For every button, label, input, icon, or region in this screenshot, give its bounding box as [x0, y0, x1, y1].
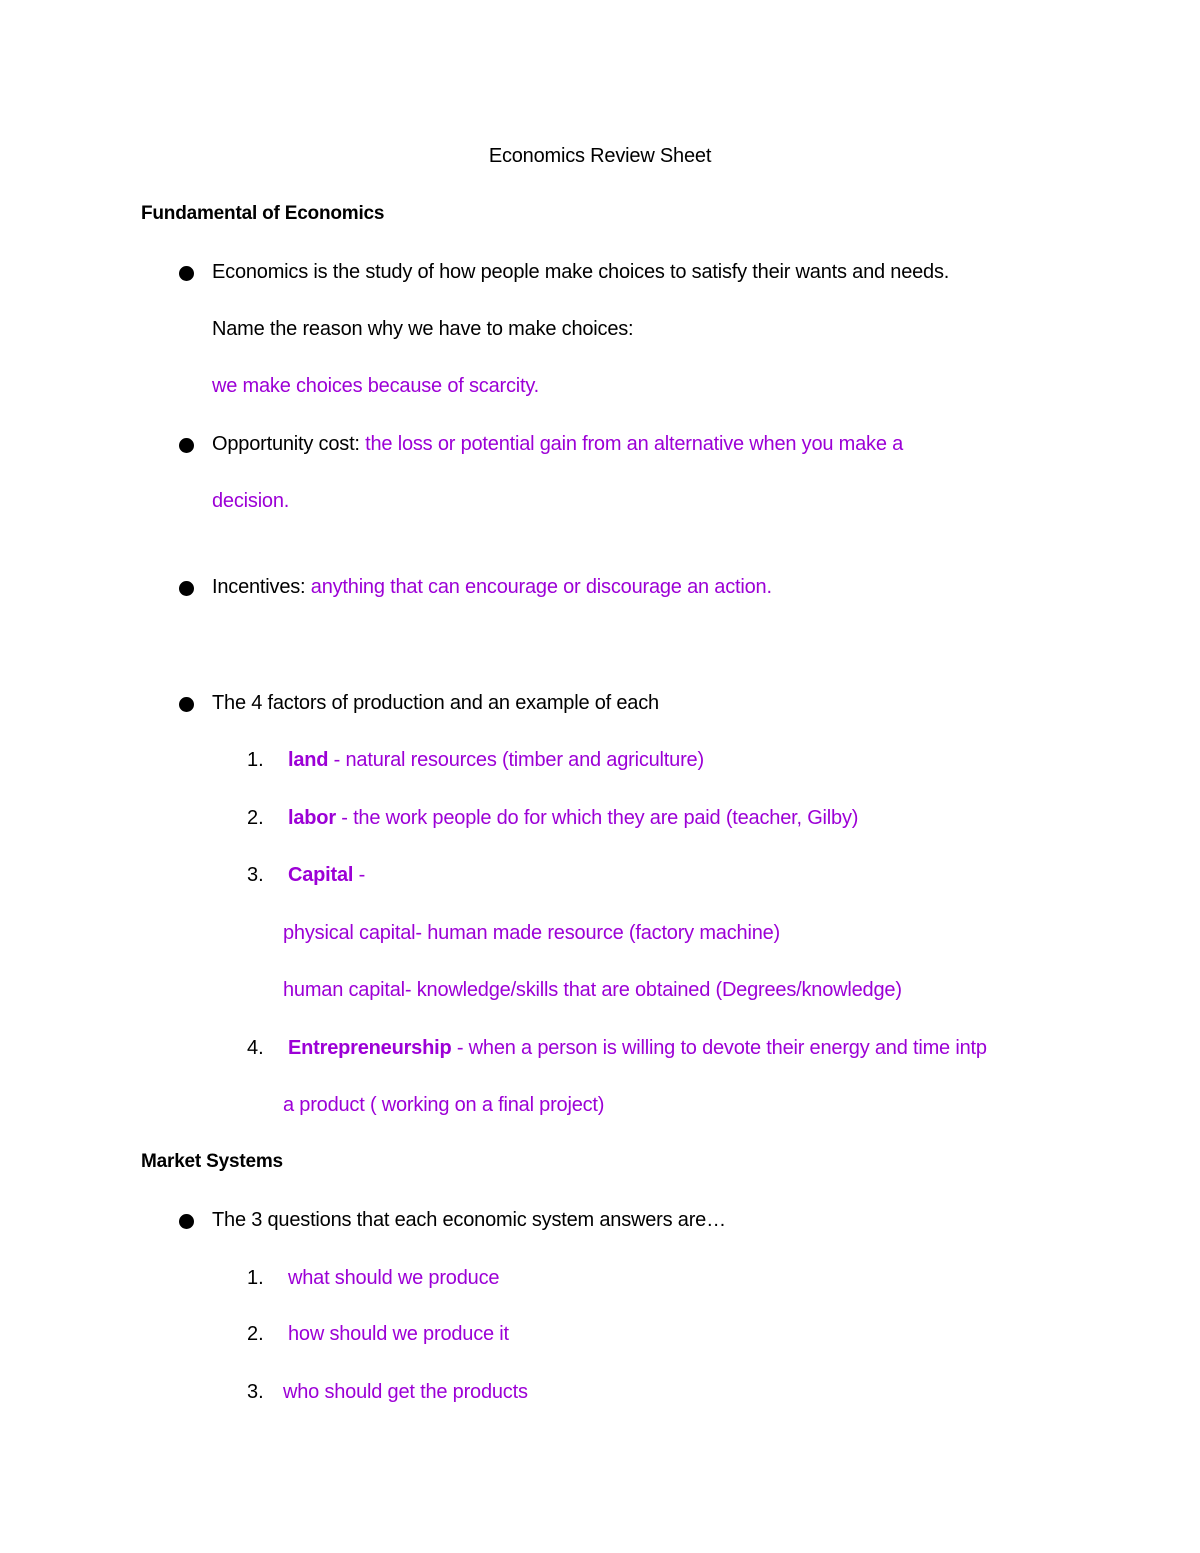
capital-human: human capital- knowledge/skills that are obtained (Degrees/knowledge) [283, 979, 902, 1001]
answer-scarcity: we make choices because of scarcity. [212, 375, 540, 397]
list-number: 1. [247, 1267, 264, 1289]
list-number: 3. [247, 1381, 264, 1403]
section-heading-fundamentals: Fundamental of Economics [141, 203, 385, 224]
list-number: 2. [247, 807, 264, 829]
bullet-dot [179, 697, 194, 712]
factor-desc: - when a person is willing to devote their energy and time intp [451, 1037, 987, 1059]
factor-desc: - natural resources (timber and agriculture) [328, 749, 704, 771]
factor-term: labor [288, 807, 336, 829]
bullet-economics-definition: Economics is the study of how people make choices to satisfy their wants and needs. [212, 261, 950, 283]
question-who: who should get the products [283, 1381, 528, 1403]
question-how: how should we produce it [288, 1323, 509, 1345]
factor-labor [288, 806, 858, 830]
bullet-opportunity-cost [212, 432, 903, 456]
factor-term: Entrepreneurship [288, 1037, 452, 1059]
capital-physical: physical capital- human made resource (factory machine) [283, 922, 780, 944]
list-number: 1. [247, 749, 264, 771]
opportunity-cost-answer-cont: decision. [212, 490, 290, 512]
bullet-dot [179, 438, 194, 453]
entrepreneurship-cont: a product ( working on a final project) [283, 1094, 605, 1116]
factor-land [288, 748, 704, 772]
bullet-dot [179, 266, 194, 281]
factor-entrepreneurship [288, 1036, 987, 1060]
question-what: what should we produce [288, 1267, 500, 1289]
opportunity-cost-answer: the loss or potential gain from an alternative when you make a [365, 433, 904, 455]
list-number: 2. [247, 1323, 264, 1345]
bullet-three-questions: The 3 questions that each economic system answers are… [212, 1209, 726, 1231]
factor-capital [288, 863, 365, 887]
factor-desc: - the work people do for which they are paid (teacher, Gilby) [335, 807, 859, 829]
incentives-answer: anything that can encourage or discourage an action. [310, 576, 772, 598]
bullet-dot [179, 581, 194, 596]
incentives-label: Incentives: [212, 576, 311, 598]
factor-desc: - [353, 864, 366, 886]
bullet-factors-of-production: The 4 factors of production and an example of each [212, 692, 659, 714]
factor-term: Capital [288, 864, 354, 886]
list-number: 3. [247, 864, 264, 886]
opportunity-cost-label: Opportunity cost: [212, 433, 366, 455]
bullet-incentives [212, 575, 772, 599]
factor-term: land [288, 749, 329, 771]
question-reason-choices: Name the reason why we have to make choices: [212, 318, 634, 340]
list-number: 4. [247, 1037, 264, 1059]
bullet-dot [179, 1214, 194, 1229]
page-title: Economics Review Sheet [488, 145, 712, 167]
section-heading-market-systems: Market Systems [141, 1151, 283, 1172]
